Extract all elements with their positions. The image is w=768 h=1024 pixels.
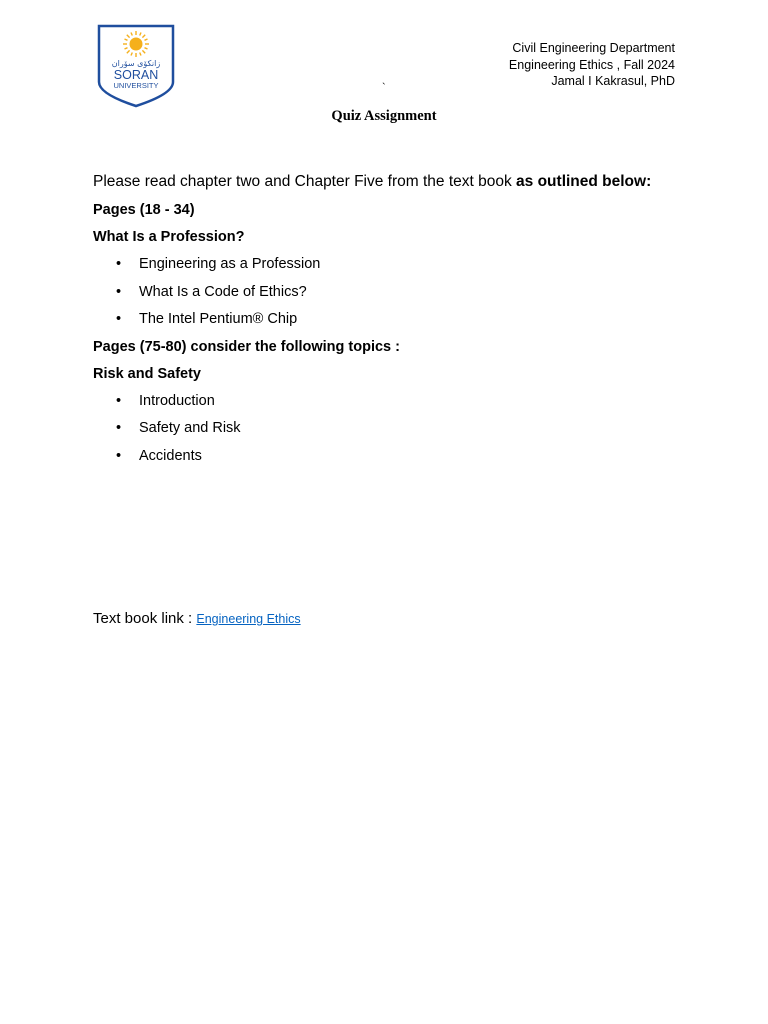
course-text: Engineering Ethics , Fall 2024 [508, 57, 675, 72]
list-item: • Engineering as a Profession [93, 255, 693, 274]
logo-name-line1: SORAN [113, 68, 159, 82]
list-item: • The Intel Pentium® Chip [93, 310, 693, 329]
intro-paragraph [93, 171, 693, 193]
main-content [93, 171, 693, 474]
section1-list [93, 255, 693, 329]
logo-name-line2: UNIVERSITY [113, 81, 159, 90]
list-item: • Safety and Risk [93, 419, 693, 438]
university-logo [97, 24, 175, 108]
section1-heading: What Is a Profession? [93, 229, 245, 245]
section2-pages: Pages (75-80) consider the following topics : [93, 338, 400, 355]
header-info [509, 40, 675, 90]
logo-arabic-text: زانكۆی سۆران [111, 59, 161, 68]
section1-pages: Pages (18 - 34) [93, 202, 195, 218]
page-title: Quiz Assignment [331, 108, 437, 124]
section2-list [93, 392, 693, 466]
textbook-link-line [93, 609, 301, 629]
list-item: • What Is a Code of Ethics? [93, 283, 693, 302]
textbook-label: Text book link : [93, 610, 197, 627]
intro-text: Please read chapter two and Chapter Five from the text book [93, 173, 517, 190]
department-text: Civil Engineering Department [512, 41, 675, 55]
list-item: • Introduction [93, 392, 693, 411]
instructor-text: Jamal I Kakrasul, PhD [551, 74, 675, 88]
sun-icon [123, 31, 149, 57]
section2-heading: Risk and Safety [93, 365, 201, 382]
list-item: • Accidents [93, 447, 693, 466]
intro-bold-text: as outlined below: [516, 173, 652, 190]
textbook-link[interactable]: Engineering Ethics [196, 612, 301, 626]
stray-tick-mark: ` [382, 82, 386, 94]
